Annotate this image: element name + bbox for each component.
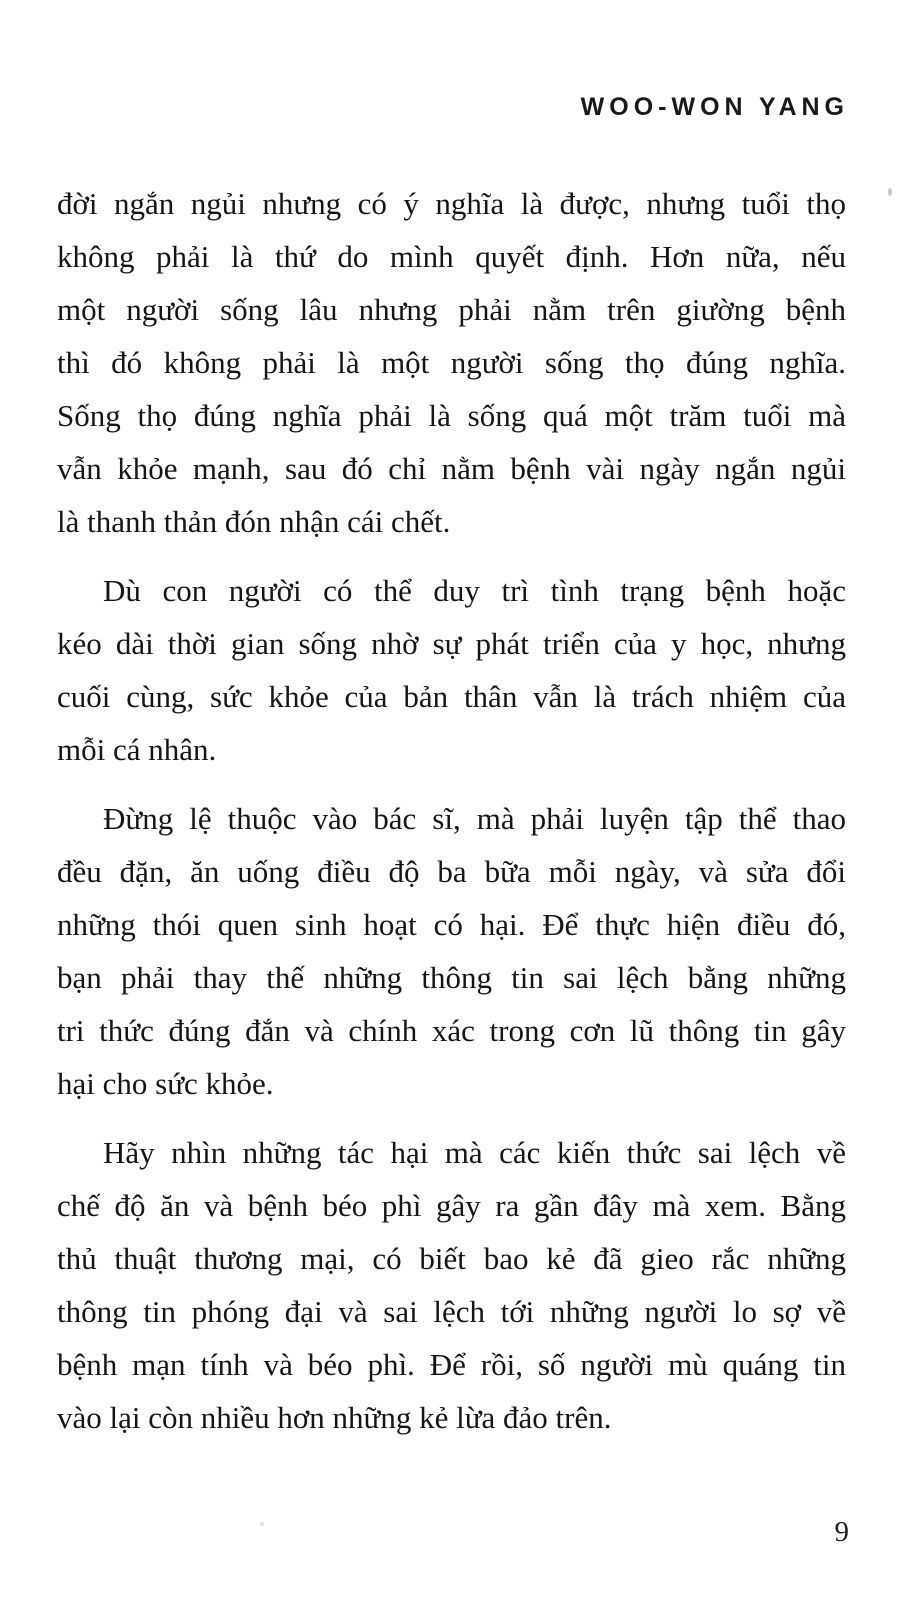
text-line: bệnh mạn tính và béo phì. Để rồi, số người mù quáng tin [57,1347,846,1382]
page-number: 9 [834,1516,849,1548]
text-line: Sống thọ đúng nghĩa phải là sống quá một trăm tuổi mà [57,398,846,433]
text-line: tri thức đúng đắn và chính xác trong cơn lũ thông tin gây [57,1013,846,1048]
text-line: thủ thuật thương mại, có biết bao kẻ đã gieo rắc những [57,1241,846,1276]
text-line: không phải là thứ do mình quyết định. Hơn nữa, nếu [57,239,846,274]
paragraph [57,177,846,548]
text-line: những thói quen sinh hoạt có hại. Để thực hiện điều đó, [57,907,846,942]
text-line: đều đặn, ăn uống điều độ ba bữa mỗi ngày, và sửa đổi [57,854,846,889]
paragraph [57,792,846,1110]
text-line: Dù con người có thể duy trì tình trạng bệnh hoặc [103,573,846,608]
scan-speck [888,188,892,196]
body-text [57,177,846,1444]
text-line: mỗi cá nhân. [57,732,217,767]
text-line: Đừng lệ thuộc vào bác sĩ, mà phải luyện tập thể thao [103,801,846,836]
paragraph [57,1126,846,1444]
scan-speck [260,1522,264,1526]
text-line: bạn phải thay thế những thông tin sai lệch bằng những [57,960,846,995]
text-line: Hãy nhìn những tác hại mà các kiến thức sai lệch về [103,1135,846,1170]
text-line: kéo dài thời gian sống nhờ sự phát triển của y học, nhưng [57,626,846,661]
text-line: thì đó không phải là một người sống thọ đúng nghĩa. [57,345,846,380]
text-line: đời ngắn ngủi nhưng có ý nghĩa là được, nhưng tuổi thọ [57,186,846,221]
text-line: vào lại còn nhiều hơn những kẻ lừa đảo trên. [57,1400,612,1435]
text-line: vẫn khỏe mạnh, sau đó chỉ nằm bệnh vài ngày ngắn ngủi [57,451,846,486]
running-header: WOO-WON YANG [580,93,849,121]
text-line: cuối cùng, sức khỏe của bản thân vẫn là trách nhiệm của [57,679,846,714]
paragraph [57,564,846,776]
text-line: là thanh thản đón nhận cái chết. [57,504,451,539]
text-line: chế độ ăn và bệnh béo phì gây ra gần đây mà xem. Bằng [57,1188,846,1223]
text-line: hại cho sức khỏe. [57,1066,274,1101]
text-line: thông tin phóng đại và sai lệch tới những người lo sợ về [57,1294,846,1329]
text-line: một người sống lâu nhưng phải nằm trên giường bệnh [57,292,846,327]
